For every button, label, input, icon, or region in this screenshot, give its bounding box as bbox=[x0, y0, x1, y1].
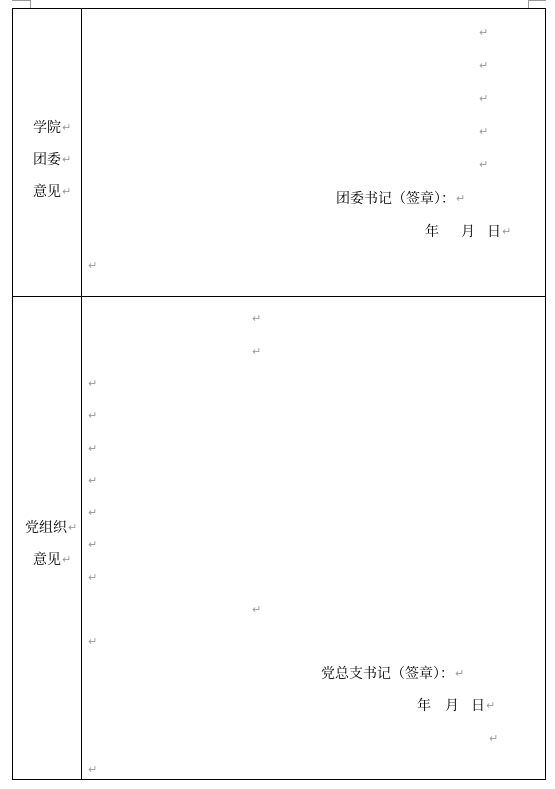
paragraph-mark bbox=[88, 572, 97, 584]
paragraph-mark bbox=[479, 159, 488, 171]
column-divider bbox=[81, 9, 82, 779]
date-line: 年 月 日↵ bbox=[425, 224, 511, 240]
row-divider bbox=[13, 296, 545, 297]
crop-mark-left-vertical bbox=[30, 0, 31, 8]
crop-mark-left bbox=[12, 0, 30, 1]
party-secretary-signature-line: 党总支书记（签章）：↵ bbox=[321, 666, 464, 682]
paragraph-mark bbox=[252, 604, 261, 616]
paragraph-mark bbox=[88, 410, 97, 422]
label-line-2: 意见↵ bbox=[33, 552, 71, 568]
paragraph-mark bbox=[479, 126, 488, 138]
paragraph-mark bbox=[88, 378, 97, 390]
crop-mark-right bbox=[528, 0, 546, 1]
paragraph-mark bbox=[479, 93, 488, 105]
paragraph-mark bbox=[489, 733, 498, 745]
paragraph-mark bbox=[88, 764, 97, 776]
paragraph-mark bbox=[252, 313, 261, 325]
paragraph-mark bbox=[88, 443, 97, 455]
paragraph-mark bbox=[88, 636, 97, 648]
label-line-1: 学院↵ bbox=[33, 120, 71, 136]
label-line-2: 团委↵ bbox=[33, 152, 71, 168]
paragraph-mark bbox=[88, 539, 97, 551]
label-line-1: 党组织↵ bbox=[25, 520, 77, 536]
crop-mark-right-vertical bbox=[528, 0, 529, 8]
opinion-form-table bbox=[12, 8, 546, 780]
league-secretary-signature-line: 团委书记（签章）：↵ bbox=[336, 191, 465, 207]
paragraph-mark bbox=[88, 475, 97, 487]
paragraph-mark bbox=[479, 60, 488, 72]
label-line-3: 意见↵ bbox=[33, 184, 71, 200]
paragraph-mark bbox=[88, 260, 97, 272]
date-line: 年 月 日↵ bbox=[417, 698, 495, 714]
paragraph-mark bbox=[252, 346, 261, 358]
paragraph-mark bbox=[479, 27, 488, 39]
paragraph-mark bbox=[88, 507, 97, 519]
